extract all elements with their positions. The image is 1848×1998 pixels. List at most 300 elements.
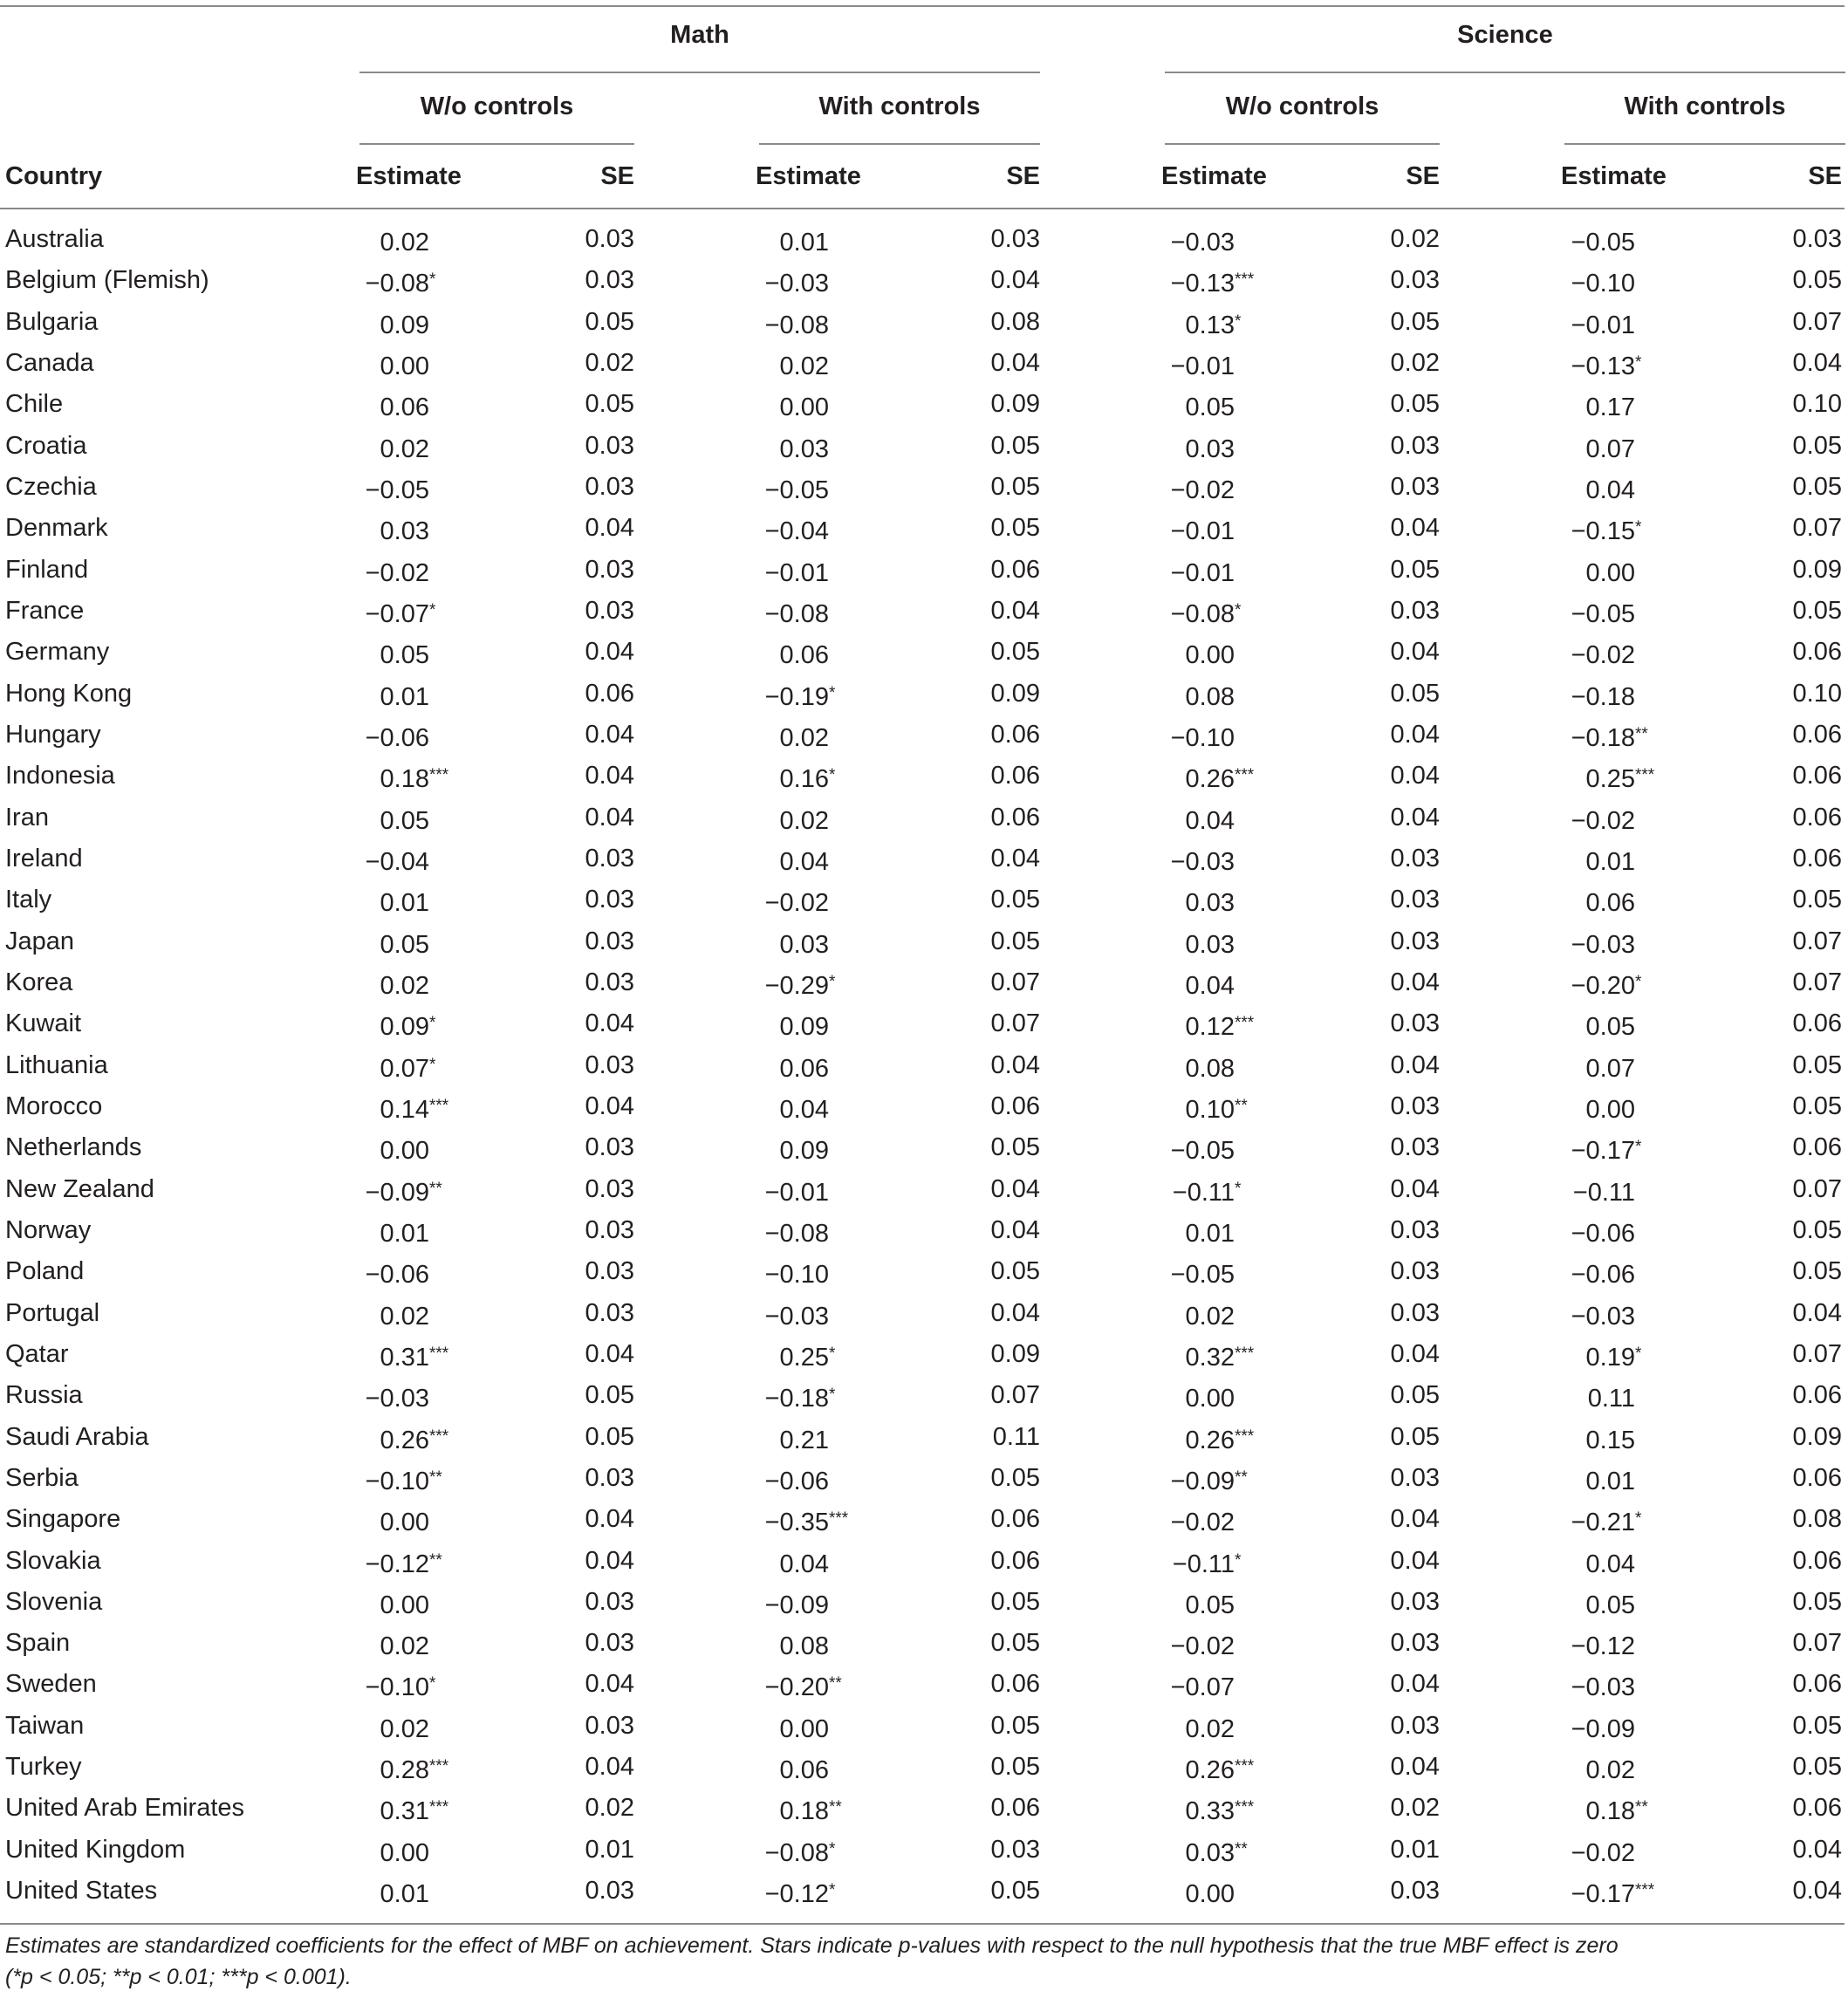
se-cell: 0.06 <box>1792 1546 1842 1575</box>
se-cell: 0.01 <box>585 1835 634 1864</box>
table-row <box>0 1874 1848 1915</box>
table-row <box>0 635 1848 676</box>
significance-stars: ** <box>829 1674 842 1694</box>
estimate-value: −0.02 <box>1571 806 1635 835</box>
significance-stars: * <box>829 1344 836 1363</box>
se-cell: 0.05 <box>1792 596 1842 625</box>
estimate-value: 0.14 <box>380 1095 429 1124</box>
estimate-cell <box>1160 1131 1235 1167</box>
estimate-value: 0.18 <box>380 765 429 794</box>
estimate-cell <box>1560 222 1635 259</box>
estimate-value: −0.02 <box>1170 1509 1235 1537</box>
estimate-value: 0.05 <box>1185 1591 1235 1619</box>
se-cell: 0.04 <box>990 1174 1040 1203</box>
estimate-cell <box>754 635 829 672</box>
se-cell: 0.04 <box>585 803 634 831</box>
estimate-cell <box>1160 1791 1254 1828</box>
estimate-value: 0.00 <box>1585 1095 1635 1124</box>
estimate-value: 0.01 <box>380 1219 429 1248</box>
group-header-math: Math <box>670 21 729 49</box>
estimate-cell <box>754 1833 835 1870</box>
estimate-cell <box>1560 1750 1635 1787</box>
estimate-value: 0.05 <box>380 930 429 959</box>
estimate-value: 0.25 <box>1585 765 1635 794</box>
se-cell: 0.06 <box>990 720 1040 749</box>
estimate-cell <box>1560 842 1635 879</box>
estimate-cell <box>754 511 829 548</box>
estimate-value: 0.02 <box>779 352 829 380</box>
estimate-cell <box>754 222 829 259</box>
estimate-cell <box>1560 1667 1635 1704</box>
estimate-value: 0.08 <box>779 1632 829 1661</box>
significance-stars: *** <box>429 1344 449 1363</box>
estimate-cell <box>1160 429 1235 466</box>
table-row <box>0 925 1848 966</box>
significance-stars: ** <box>429 1468 442 1487</box>
significance-stars: * <box>829 1386 836 1405</box>
estimate-cell <box>354 1173 442 1209</box>
estimate-cell <box>754 1874 835 1911</box>
table-row <box>0 1173 1848 1214</box>
estimate-value: −0.03 <box>1571 1673 1635 1702</box>
se-cell: 0.04 <box>585 1505 634 1534</box>
table-row <box>0 305 1848 346</box>
estimate-value: −0.06 <box>1571 1261 1635 1290</box>
country-cell: Korea <box>5 968 73 996</box>
estimate-value: −0.11 <box>1172 1178 1235 1207</box>
estimate-value: −0.03 <box>1571 1302 1635 1331</box>
se-cell: 0.04 <box>1390 803 1440 831</box>
se-cell: 0.03 <box>1390 1629 1440 1658</box>
se-cell: 0.04 <box>1390 1753 1440 1782</box>
estimate-cell <box>754 305 829 342</box>
significance-stars: * <box>429 1014 436 1033</box>
estimate-value: −0.02 <box>1170 1632 1235 1661</box>
estimate-value: −0.04 <box>764 517 829 546</box>
estimate-cell <box>1560 1544 1635 1581</box>
estimate-cell <box>354 387 429 424</box>
estimate-cell <box>1160 346 1235 383</box>
se-cell: 0.03 <box>585 968 634 996</box>
estimate-cell <box>354 1585 429 1622</box>
table-row <box>0 1297 1848 1338</box>
se-cell: 0.03 <box>1390 1587 1440 1616</box>
se-cell: 0.06 <box>1792 1381 1842 1410</box>
country-cell: Singapore <box>5 1505 121 1534</box>
se-cell: 0.03 <box>1390 1711 1440 1740</box>
country-cell: United States <box>5 1877 158 1906</box>
se-cell: 0.06 <box>990 762 1040 790</box>
se-cell: 0.08 <box>1792 1505 1842 1534</box>
se-cell: 0.04 <box>1390 1174 1440 1203</box>
estimate-cell <box>354 1709 429 1746</box>
se-cell: 0.03 <box>585 844 634 872</box>
se-cell: 0.04 <box>1792 348 1842 377</box>
estimate-value: −0.04 <box>365 847 429 876</box>
se-cell: 0.05 <box>1390 679 1440 708</box>
se-cell: 0.03 <box>1390 1257 1440 1286</box>
country-cell: Hong Kong <box>5 679 133 708</box>
estimate-cell <box>1160 1007 1254 1043</box>
significance-stars: *** <box>429 766 449 785</box>
estimate-value: −0.09 <box>1571 1714 1635 1743</box>
se-cell: 0.04 <box>585 1009 634 1038</box>
estimate-cell <box>1560 1420 1635 1457</box>
estimate-cell <box>354 1090 448 1126</box>
significance-stars: *** <box>1235 1427 1255 1446</box>
estimate-value: −0.29 <box>764 971 829 1000</box>
se-cell: 0.07 <box>1792 514 1842 543</box>
estimate-value: −0.11 <box>1172 1550 1235 1578</box>
estimate-cell <box>1160 1667 1235 1704</box>
table-row <box>0 1379 1848 1420</box>
estimate-value: −0.21 <box>1571 1509 1635 1537</box>
se-cell: 0.04 <box>585 1753 634 1782</box>
se-cell: 0.05 <box>1390 555 1440 584</box>
table-row <box>0 263 1848 304</box>
se-cell: 0.03 <box>1390 1463 1440 1492</box>
estimate-value: 0.26 <box>1185 1756 1235 1785</box>
table-row <box>0 594 1848 635</box>
estimate-cell <box>354 1833 429 1870</box>
estimate-cell <box>354 966 429 1002</box>
se-cell: 0.07 <box>1792 1629 1842 1658</box>
table-row <box>0 222 1848 263</box>
estimate-cell <box>354 553 429 590</box>
significance-stars: *** <box>1235 1798 1255 1817</box>
estimate-value: 0.02 <box>380 971 429 1000</box>
table-row <box>0 1049 1848 1090</box>
estimate-value: 0.21 <box>779 1426 829 1454</box>
estimate-value: 0.04 <box>1585 1550 1635 1578</box>
estimate-cell <box>354 429 429 466</box>
table-row <box>0 553 1848 594</box>
se-cell: 0.04 <box>585 1670 634 1699</box>
estimate-value: −0.02 <box>1571 641 1635 670</box>
estimate-cell <box>754 1709 829 1746</box>
estimate-value: −0.10 <box>365 1673 429 1702</box>
group-header-science: Science <box>1457 21 1553 49</box>
se-cell: 0.05 <box>1792 266 1842 295</box>
se-cell: 0.04 <box>585 1091 634 1120</box>
estimate-cell <box>1160 1709 1235 1746</box>
estimate-cell <box>754 1255 829 1291</box>
estimate-cell <box>354 759 448 796</box>
estimate-cell <box>354 801 429 838</box>
estimate-cell <box>354 635 429 672</box>
se-cell: 0.05 <box>1792 472 1842 501</box>
country-cell: Russia <box>5 1381 83 1410</box>
se-cell: 0.05 <box>1792 1257 1842 1286</box>
estimate-cell <box>1560 1833 1635 1870</box>
se-cell: 0.04 <box>990 1215 1040 1244</box>
estimate-cell <box>754 387 829 424</box>
table-row <box>0 1090 1848 1131</box>
estimate-value: 0.02 <box>380 434 429 463</box>
se-cell: 0.03 <box>585 886 634 914</box>
science-with-underline <box>1564 143 1845 145</box>
table-row <box>0 1420 1848 1461</box>
estimate-cell <box>1560 1502 1641 1539</box>
country-cell: Australia <box>5 225 104 253</box>
math-wo-underline <box>359 143 634 145</box>
country-cell: Canada <box>5 348 94 377</box>
estimate-cell <box>1160 1585 1235 1622</box>
se-cell: 0.05 <box>990 1753 1040 1782</box>
estimate-cell <box>354 1791 448 1828</box>
estimate-value: −0.08 <box>764 1219 829 1248</box>
estimate-cell <box>754 1420 829 1457</box>
estimate-cell <box>354 1007 435 1043</box>
significance-stars: *** <box>429 1757 449 1776</box>
estimate-value: 0.03 <box>1185 889 1235 918</box>
estimate-cell <box>754 677 835 714</box>
se-cell: 0.07 <box>990 1009 1040 1038</box>
estimate-value: 0.10 <box>1185 1095 1235 1124</box>
se-cell: 0.07 <box>1792 968 1842 996</box>
estimate-value: −0.08 <box>764 599 829 628</box>
estimate-value: −0.05 <box>1571 599 1635 628</box>
column-header-country: Country <box>5 162 103 190</box>
estimate-cell <box>354 346 429 383</box>
estimate-value: 0.19 <box>1585 1343 1635 1372</box>
se-cell: 0.05 <box>990 1133 1040 1162</box>
estimate-cell <box>754 346 829 383</box>
estimate-value: −0.12 <box>764 1880 829 1909</box>
significance-stars: *** <box>1235 766 1255 785</box>
estimate-cell <box>1560 387 1635 424</box>
estimate-value: 0.05 <box>1585 1591 1635 1619</box>
estimate-value: −0.11 <box>1572 1178 1635 1207</box>
se-cell: 0.03 <box>1390 1877 1440 1906</box>
estimate-cell <box>754 1049 829 1085</box>
significance-stars: * <box>429 600 436 619</box>
country-cell: Croatia <box>5 431 87 460</box>
significance-stars: * <box>829 972 836 991</box>
se-cell: 0.05 <box>990 1711 1040 1740</box>
estimate-cell <box>354 1214 429 1250</box>
estimate-value: −0.03 <box>1170 847 1235 876</box>
estimate-value: 0.00 <box>380 352 429 380</box>
se-cell: 0.03 <box>1390 596 1440 625</box>
estimate-value: −0.02 <box>764 889 829 918</box>
science-underline <box>1165 72 1845 73</box>
estimate-cell <box>1160 1461 1248 1498</box>
se-cell: 0.04 <box>1390 762 1440 790</box>
se-cell: 0.03 <box>585 1711 634 1740</box>
math-underline <box>359 72 1040 73</box>
column-header-se: SE <box>1406 162 1440 190</box>
se-cell: 0.03 <box>1390 886 1440 914</box>
se-cell: 0.03 <box>990 1835 1040 1864</box>
significance-stars: ** <box>1635 724 1648 743</box>
estimate-value: 0.15 <box>1585 1426 1635 1454</box>
se-cell: 0.03 <box>585 472 634 501</box>
estimate-cell <box>1560 263 1635 300</box>
estimate-cell <box>1560 635 1635 672</box>
se-cell: 0.03 <box>585 1174 634 1203</box>
estimate-value: −0.20 <box>1571 971 1635 1000</box>
estimate-cell <box>354 263 435 300</box>
estimate-value: −0.06 <box>365 723 429 752</box>
estimate-value: −0.07 <box>1170 1673 1235 1702</box>
estimate-value: 0.01 <box>779 229 829 257</box>
estimate-value: −0.09 <box>764 1591 829 1619</box>
estimate-value: 0.09 <box>779 1013 829 1042</box>
estimate-value: −0.18 <box>764 1385 829 1413</box>
se-cell: 0.03 <box>585 1050 634 1079</box>
estimate-cell <box>1560 1626 1635 1663</box>
estimate-cell <box>1560 1297 1635 1333</box>
table-row <box>0 387 1848 428</box>
estimate-value: 0.03 <box>1185 434 1235 463</box>
estimate-cell <box>754 470 829 507</box>
significance-stars: * <box>1635 1344 1642 1363</box>
estimate-value: 0.01 <box>380 682 429 711</box>
estimate-value: −0.09 <box>1170 1467 1235 1495</box>
estimate-cell <box>1160 718 1235 755</box>
estimate-value: −0.10 <box>365 1467 429 1495</box>
estimate-value: 0.03 <box>779 930 829 959</box>
se-cell: 0.07 <box>990 1381 1040 1410</box>
se-cell: 0.03 <box>585 431 634 460</box>
estimate-cell <box>1560 966 1641 1002</box>
country-cell: Sweden <box>5 1670 97 1699</box>
se-cell: 0.03 <box>585 1587 634 1616</box>
estimate-value: −0.13 <box>1571 352 1635 380</box>
estimate-cell <box>1160 470 1235 507</box>
se-cell: 0.03 <box>990 225 1040 253</box>
subheader-math-wo-controls: W/o controls <box>420 92 574 120</box>
se-cell: 0.05 <box>1390 390 1440 419</box>
estimate-cell <box>1160 1420 1254 1457</box>
estimate-cell <box>1160 925 1235 961</box>
country-cell: Turkey <box>5 1753 82 1782</box>
country-cell: Ireland <box>5 844 83 872</box>
estimate-value: 0.05 <box>380 641 429 670</box>
estimate-cell <box>754 1379 835 1415</box>
estimate-cell <box>1160 1750 1254 1787</box>
se-cell: 0.05 <box>1792 1753 1842 1782</box>
estimate-cell <box>754 1791 842 1828</box>
country-cell: United Kingdom <box>5 1835 186 1864</box>
se-cell: 0.03 <box>1792 225 1842 253</box>
se-cell: 0.04 <box>585 514 634 543</box>
estimate-cell <box>754 1297 829 1333</box>
se-cell: 0.05 <box>585 390 634 419</box>
estimate-value: 0.02 <box>380 229 429 257</box>
estimate-cell <box>354 222 429 259</box>
se-cell: 0.05 <box>1792 1215 1842 1244</box>
estimate-value: 0.09 <box>779 1137 829 1166</box>
estimate-cell <box>354 883 429 920</box>
significance-stars: ** <box>429 1550 442 1570</box>
significance-stars: *** <box>1235 270 1255 290</box>
estimate-cell <box>754 1173 829 1209</box>
estimate-value: −0.20 <box>764 1673 829 1702</box>
se-cell: 0.03 <box>585 1257 634 1286</box>
se-cell: 0.03 <box>585 1215 634 1244</box>
se-cell: 0.07 <box>1792 1174 1842 1203</box>
se-cell: 0.05 <box>1792 431 1842 460</box>
estimate-cell <box>754 925 829 961</box>
se-cell: 0.04 <box>990 844 1040 872</box>
footnote-line-1: Estimates are standardized coefficients for the effect of MBF on achievement. Stars indicate p-values with respect to the null hypothesis that the true MBF effect is zero <box>5 1933 1619 1958</box>
significance-stars: * <box>1235 1179 1242 1198</box>
estimate-value: −0.03 <box>365 1385 429 1413</box>
country-cell: Germany <box>5 638 110 667</box>
estimate-value: 0.02 <box>779 723 829 752</box>
table-row <box>0 1585 1848 1626</box>
se-cell: 0.04 <box>1792 1877 1842 1906</box>
se-cell: 0.03 <box>585 1133 634 1162</box>
se-cell: 0.03 <box>1390 266 1440 295</box>
estimate-cell <box>354 1297 429 1333</box>
estimate-value: 0.02 <box>1185 1714 1235 1743</box>
se-cell: 0.05 <box>990 1587 1040 1616</box>
significance-stars: ** <box>429 1179 442 1198</box>
se-cell: 0.03 <box>585 1629 634 1658</box>
table-row <box>0 842 1848 883</box>
significance-stars: ** <box>1635 1798 1648 1817</box>
se-cell: 0.05 <box>1390 307 1440 336</box>
science-wo-underline <box>1165 143 1440 145</box>
estimate-value: 0.00 <box>1585 558 1635 587</box>
se-cell: 0.05 <box>1792 1050 1842 1079</box>
significance-stars: * <box>1635 1138 1642 1157</box>
estimate-cell <box>1560 553 1635 590</box>
se-cell: 0.04 <box>585 762 634 790</box>
table-top-rule <box>0 5 1845 7</box>
estimate-value: 0.28 <box>380 1756 429 1785</box>
estimate-value: 0.09 <box>380 1013 429 1042</box>
estimate-cell <box>354 1049 435 1085</box>
country-cell: Belgium (Flemish) <box>5 266 209 295</box>
se-cell: 0.11 <box>992 1422 1040 1451</box>
se-cell: 0.05 <box>1390 1422 1440 1451</box>
estimate-cell <box>1560 429 1635 466</box>
table-row <box>0 1007 1848 1048</box>
estimate-cell <box>1560 1709 1635 1746</box>
table-row <box>0 1544 1848 1585</box>
estimate-cell <box>1560 801 1635 838</box>
math-with-underline <box>759 143 1040 145</box>
se-cell: 0.06 <box>1792 720 1842 749</box>
significance-stars: *** <box>829 1509 849 1529</box>
significance-stars: * <box>429 270 436 290</box>
estimate-value: −0.03 <box>1571 930 1635 959</box>
estimate-cell <box>1160 1214 1235 1250</box>
estimate-value: 0.09 <box>380 311 429 339</box>
estimate-cell <box>1560 1791 1648 1828</box>
se-cell: 0.04 <box>1792 1298 1842 1327</box>
estimate-cell <box>1160 305 1241 342</box>
se-cell: 0.04 <box>1792 1835 1842 1864</box>
estimate-cell <box>1560 305 1635 342</box>
country-cell: Netherlands <box>5 1133 142 1162</box>
estimate-value: −0.01 <box>764 1178 829 1207</box>
estimate-cell <box>354 1420 448 1457</box>
estimate-cell <box>1560 511 1641 548</box>
significance-stars: *** <box>429 1096 449 1115</box>
estimate-value: 0.07 <box>1585 434 1635 463</box>
se-cell: 0.04 <box>585 720 634 749</box>
se-cell: 0.03 <box>1390 1133 1440 1162</box>
table-row <box>0 1833 1848 1874</box>
table-row <box>0 1791 1848 1832</box>
estimate-value: 0.00 <box>380 1591 429 1619</box>
estimate-value: 0.18 <box>779 1797 829 1826</box>
